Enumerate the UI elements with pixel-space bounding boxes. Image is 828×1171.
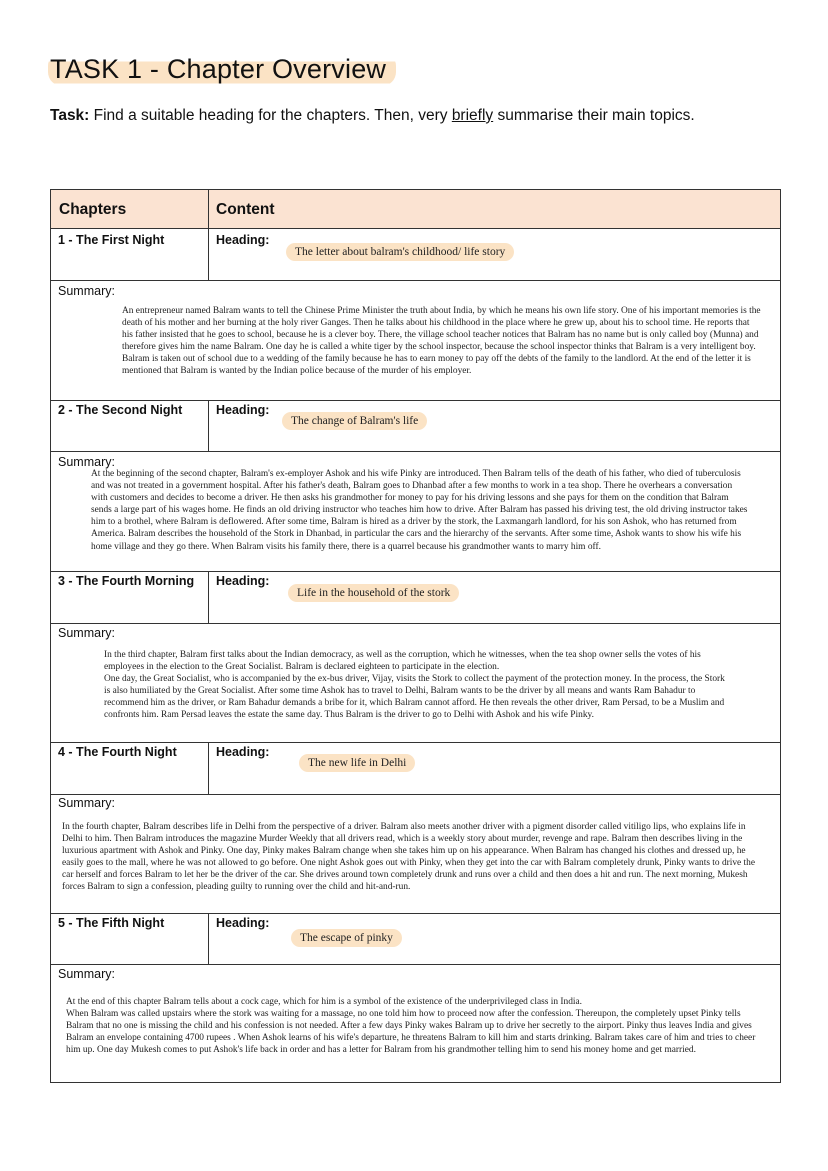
chapter-title: 3 - The Fourth Morning	[58, 574, 195, 588]
summary-label: Summary:	[58, 455, 115, 469]
row-divider	[51, 400, 780, 401]
row-divider	[51, 964, 780, 965]
heading-label: Heading:	[216, 745, 270, 759]
row-divider	[51, 280, 780, 281]
summary-paragraph: An entrepreneur named Balram wants to tell the Chinese Prime Minister the truth about India, by which he means his own life story. One of his important memories is the death of his mother and her burning at the holy river Ganges. Then he talks about his childhood in the place where he grew up, about his to school time. He reports that his father insisted that he goes to school, because he is a clever boy. There, the village school teacher notices that Balram has no name but is only called boy (Munna) and therefore gives him the name Balram. One day he is called a white tiger by the school inspector, because the school inspector thinks that Balram is a very intelligent boy. Balram is taken out of school due to a wedding of the family because he has to earn money to pay off the debts of the family to the landlord. At the end of the letter it is mentioned that Balram is wanted by the Indian police because of the murder of his employer.	[122, 306, 761, 377]
column-divider	[208, 742, 209, 794]
chapter-heading: The new life in Delhi	[299, 754, 415, 772]
summary-paragraph: When Balram was called upstairs where the stork was waiting for a massage, no one told him how to proceed now after the confession. Thereupon, the completely upset Pinky tells Balram that no one is missing the child and his confession is not needed. After a few days Pinky wakes Balram up to drive her secretly to the airport. Pinky thus leaves India and gives Balram an envelope containing 4700 rupees . When Ashok learns of his wife's departure, he threatens Balram to kill him and starts drinking. Balram takes care of him and tries to cheer him up. One day Mukesh comes to put Ashok's life back in order and has a letter for Balram from his grandmother telling him to send his money home and get married.	[66, 1009, 756, 1056]
chapter-heading: Life in the household of the stork	[288, 584, 459, 602]
chapter-heading: The change of Balram's life	[282, 412, 427, 430]
column-header-chapters: Chapters	[59, 201, 127, 218]
row-divider	[51, 742, 780, 743]
chapter-summary	[62, 821, 764, 894]
summary-label: Summary:	[58, 284, 115, 298]
column-divider	[208, 571, 209, 623]
heading-label: Heading:	[216, 916, 270, 930]
row-divider	[51, 571, 780, 572]
chapter-title: 4 - The Fourth Night	[58, 745, 177, 759]
summary-label: Summary:	[58, 967, 115, 981]
chapter-summary	[104, 649, 726, 722]
chapter-heading: The escape of pinky	[291, 929, 402, 947]
summary-label: Summary:	[58, 796, 115, 810]
summary-paragraph: At the end of this chapter Balram tells about a cock cage, which for him is a symbol of the existence of the underprivileged class in India.	[66, 997, 582, 1007]
summary-label: Summary:	[58, 626, 115, 640]
chapter-title: 2 - The Second Night	[58, 403, 183, 417]
row-divider	[51, 794, 780, 795]
task-underlined-word: briefly	[451, 107, 494, 124]
column-divider	[208, 913, 209, 964]
summary-paragraph: In the third chapter, Balram first talks about the Indian democracy, as well as the corruption, which he witnesses, when the tea shop owner sells the votes of his employees in the election to the Great Socialist. Balram is declared eighteen to participate in the election.	[104, 650, 701, 673]
heading-label: Heading:	[216, 574, 270, 588]
chapter-table	[50, 189, 781, 1083]
row-divider	[51, 451, 780, 452]
chapter-summary	[122, 305, 762, 378]
row-divider	[51, 913, 780, 914]
column-divider	[208, 400, 209, 451]
page-title: TASK 1 - Chapter Overview	[48, 52, 396, 86]
table-header	[51, 190, 780, 229]
heading-label: Heading:	[216, 233, 270, 247]
row-divider	[51, 623, 780, 624]
chapter-title: 1 - The First Night	[58, 233, 165, 247]
chapter-summary	[66, 996, 770, 1056]
summary-paragraph: In the fourth chapter, Balram describes life in Delhi from the perspective of a driver. Balram also meets another driver with a pigment disorder called vitiligo lips, who explains life in Delhi to him. Then Balram introduces the magazine Murder Weekly that all drivers read, which is a weekly story about murder, revenge and rape. Balram then describes living in the luxurious apartment with Ashok and Pinky. One day, Pinky makes Balram change when she takes him up on his appearance. When Balram has changed his clothes and dressed up, he easily goes to the mall, where he was not allowed to go before. One night Ashok goes out with Pinky, when they get into the car with Balram completely drunk, Pinky wants to drive the car herself and forces Balram to let her be the driver of the car. She drives around town completely drunk and runs over a child and then does a hit and run. The next morning, Mukesh forces Balram to sign a confession, pleading guilty to running over the child and hit-and-run.	[62, 822, 756, 893]
task-instruction	[50, 107, 695, 125]
chapter-heading: The letter about balram's childhood/ life story	[286, 243, 514, 261]
summary-paragraph: At the beginning of the second chapter, Balram's ex-employer Ashok and his wife Pinky are introduced. Then Balram tells of the death of his father, who died of tuberculosis and was not treated in a government hospital. After his father's death, Balram goes to Dhanbad after a few months to work in a tea shop. There he overhears a conversation with customers and decides to become a driver. He then asks his grandmother for money to pay for his driving lessons and she pays for them on the condition that Balram sends a large part of his wages home. He finds an old driving instructor who teaches him how to drive. After Balram has passed his driving test, the old driving instructor takes him to a brothel, where Balram is deflowered. After some time, Balram is hired as a driver by the stork, the Laxmangarh landlord, for his son Ashok, who has returned from America. Balram describes the household of the Stork in Dhanbad, in particular the cars and the hierarchy of the servants. After some time, Ashok wants to show his wife his home village and they go there. When Balram visits his family there, there is a quarrel because his grandmother wants to marry him off.	[91, 469, 748, 552]
chapter-title: 5 - The Fifth Night	[58, 916, 165, 930]
column-header-content: Content	[216, 201, 275, 218]
task-text-after: summarise their main topics.	[493, 107, 695, 124]
column-divider	[208, 190, 209, 280]
summary-paragraph: One day, the Great Socialist, who is accompanied by the ex-bus driver, Vijay, visits the Stork to collect the payment of the protection money. In the process, the Stork is also humiliated by the Great Socialist. After some time Ashok has to travel to Delhi, Balram wants to be the driver by all means and wants Ram Bahadur to recommend him as the driver, or Ram Bahadur demands a bribe for it, which Balram cannot afford. He then reveals the other driver, Ram Persad, to be a Muslim and confronts him. Ram Persad leaves the estate the same day. Thus Balram is the driver to go to Delhi with Ashok and his wife Pinky.	[104, 674, 725, 721]
task-label: Task:	[50, 107, 90, 124]
heading-label: Heading:	[216, 403, 270, 417]
chapter-summary	[91, 468, 751, 553]
task-text-before: Find a suitable heading for the chapters. Then, very	[89, 107, 452, 124]
